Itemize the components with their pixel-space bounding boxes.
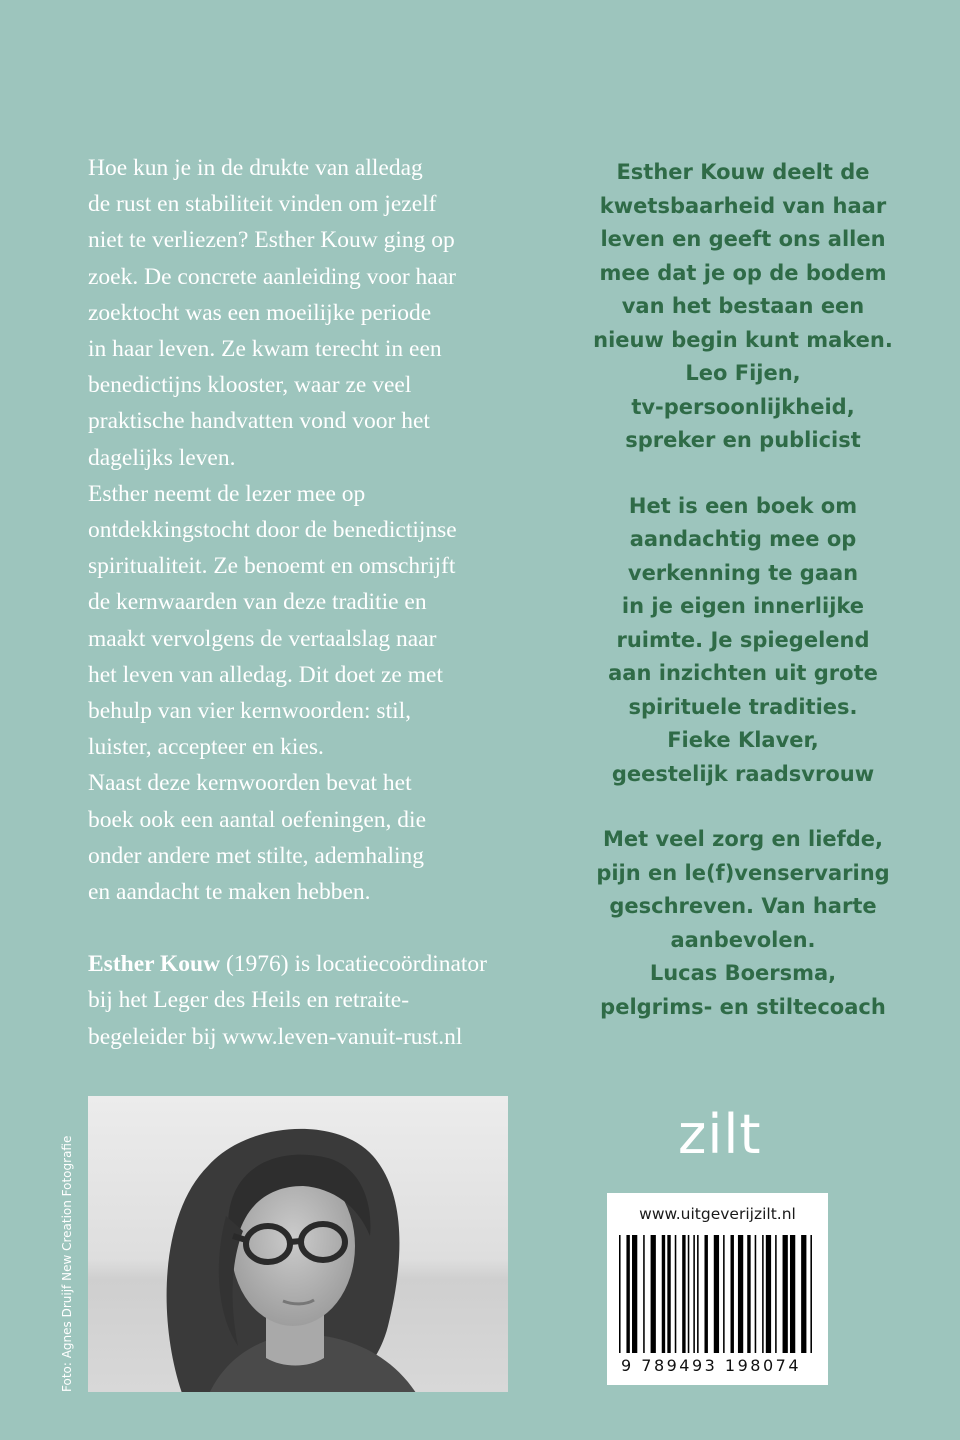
author-name: Esther Kouw [88,951,221,978]
quote-author: Leo Fijen, [685,361,801,385]
endorsement-quote: Het is een boek om aandachtig mee op verkenning te gaan in je eigen innerlijke ruimte. Je spiegelend aan inzichten uit grote spirituele tradities. Fieke Klaver, geestelijk raadsvrouw [540,490,946,792]
blurb-paragraph-1: Hoe kun je in de drukte van alledag de rust en stabiliteit vinden om jezelf niet te verliezen? Esther Kouw ging op zoek. De concrete aanleiding voor haar zoektocht was een moeilijke periode in haar leven. Ze kwam terecht in een benedictijns klooster, waar ze veel praktische handvatten vond voor het dagelijks leven. [88,155,456,471]
endorsement-quote: Met veel zorg en liefde, pijn en le(f)venservaring geschreven. Van harte aanbevolen. Lucas Boersma, pelgrims- en stiltecoach [540,823,946,1024]
barcode-box [607,1193,828,1385]
barcode-bar [662,1235,665,1353]
barcode-bar [738,1235,743,1353]
publisher-logo: zilt [678,1103,762,1166]
barcode-bar [783,1235,788,1353]
endorsement-quotes [540,156,946,1024]
barcode-bar [626,1235,629,1353]
blurb-paragraph-3: Naast deze kernwoorden bevat het boek ook een aantal oefeningen, die onder andere met stilte, ademhaling en aandacht te maken hebben. [88,770,426,906]
barcode-bar [790,1235,795,1353]
barcode-bar [688,1235,690,1353]
quote-author-role: spreker en publicist [625,428,861,452]
barcode-bar [632,1235,637,1353]
barcode-bar [697,1235,699,1353]
barcode-bar [801,1235,806,1353]
quote-author-role: pelgrims- en stiltecoach [600,994,886,1019]
barcode-bar [693,1235,695,1353]
quote-author-role: tv-persoonlijkheid, [631,394,855,419]
author-photo [88,1096,508,1392]
barcode-bar [682,1235,685,1353]
barcode-icon [619,1235,816,1355]
barcode-bar [619,1235,621,1353]
photo-credit: Foto: Agnes Druijf New Creation Fotografie [60,1135,74,1392]
barcode-bar [747,1235,750,1353]
quote-author: Lucas Boersma, [649,961,837,985]
barcode-bar [651,1235,656,1353]
barcode-bar [775,1235,777,1353]
barcode-bar [714,1235,719,1353]
author-bio: Esther Kouw (1976) is locatiecoördinator bij het Leger des Heils en retraite- begeleider bij www.leven-vanuit-rust.nl [88,951,488,1050]
barcode-bar [766,1235,771,1353]
barcode-bar [762,1235,764,1353]
barcode-bar [723,1235,725,1353]
endorsement-quote: Esther Kouw deelt de kwetsbaarheid van haar leven en geeft ons allen mee dat je op de bodem van het bestaan een nieuw begin kunt maken. Leo Fijen, tv-persoonlijkheid, spreker en publicist [540,156,946,458]
isbn-number: 9 789493 198074 [621,1356,802,1375]
publisher-url: www.uitgeverijzilt.nl [639,1205,796,1223]
blurb-paragraph-2: Esther neemt de lezer mee op ontdekkingstocht door de benedictijnse spiritualiteit. Ze benoemt en omschrijft de kernwaarden van deze traditie en maakt vervolgens de vertaalslag naar het leven van alledag. Dit doet ze met behulp van vier kernwoorden: stil, luister, accepteer en kies. [88,480,457,761]
back-cover-blurb [88,150,528,1055]
barcode-bar [667,1235,670,1353]
barcode-bar [810,1235,812,1353]
barcode-bar [755,1235,757,1353]
barcode-bar [731,1235,734,1353]
barcode-bar [704,1235,707,1353]
barcode-bar [675,1235,677,1353]
barcode-bar [643,1235,645,1353]
quote-author-role: geestelijk raadsvrouw [611,761,875,786]
quote-author: Fieke Klaver, [667,728,819,752]
author-portrait-icon [88,1096,508,1392]
